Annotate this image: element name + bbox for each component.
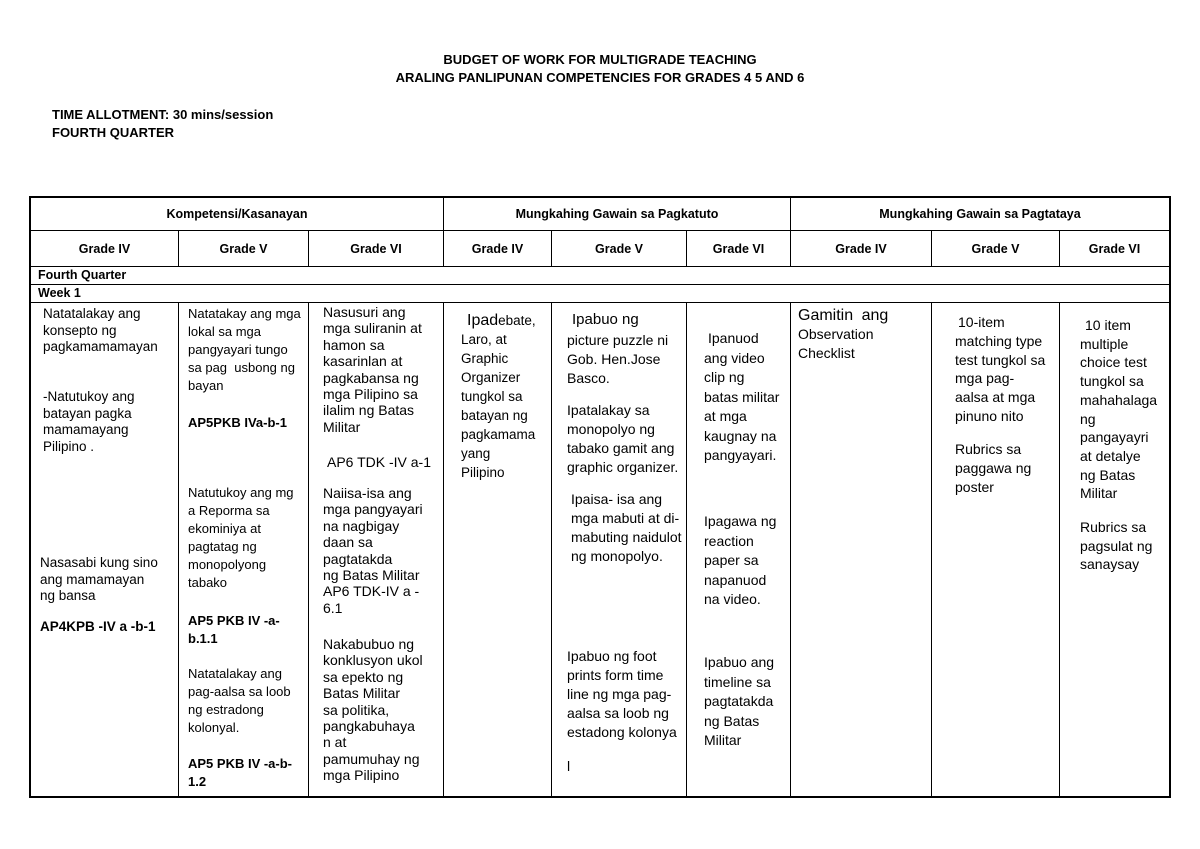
header-pagtataya: Mungkahing Gawain sa Pagtataya [790, 197, 1170, 231]
grade-header: Grade IV [790, 230, 932, 267]
grade-header: Grade IV [443, 230, 552, 267]
time-allotment: TIME ALLOTMENT: 30 mins/session [52, 107, 274, 122]
grade-header: Grade V [178, 230, 309, 267]
competency-code: AP5 PKB IV -a- b.1.1 [188, 613, 280, 646]
competency-text: Natutukoy ang mg a Reporma sa ekominiya at pagtatag ng monopolyong tabako [188, 485, 294, 590]
quarter-row: Fourth Quarter [30, 266, 1170, 285]
competency-text: Natatalakay ang konsepto ng pagkamamamayan [43, 306, 158, 354]
learning-activity-text: Ipagawa ng reaction paper sa napanuod na video. [704, 513, 777, 607]
learning-activity-text: Ipabuo ang timeline sa pagtatakda ng Batas Militar [704, 654, 775, 748]
competency-text: Natatalakay ang pag-aalsa sa loob ng estradong kolonyal. [188, 666, 291, 735]
competency-grade-6-cell [308, 302, 444, 797]
activity-lead-text: Ipad [467, 312, 499, 329]
activity-rest-text: Laro, at Graphic Organizer tungkol sa batayan ng pagkamama yang Pilipino [461, 332, 536, 480]
competency-text: Nasusuri ang mga suliranin at hamon sa kasarinlan at pagkabansa ng mga Pilipino sa ilalim ng Batas Militar [323, 304, 422, 435]
assessment-text: Rubrics sa pagsulat ng sanaysay [1080, 519, 1153, 573]
learning-activity-text: Ipatalakay sa monopolyo ng tabako gamit ang graphic organizer. [567, 402, 679, 475]
grade-header: Grade VI [308, 230, 444, 267]
grade-header: Grade VI [686, 230, 791, 267]
week-row: Week 1 [30, 284, 1170, 303]
learning-activity-text: Ipabuo ng [572, 311, 639, 328]
competency-text: Nasasabi kung sino ang mamamayan ng bansa [40, 555, 158, 603]
document-title-block [0, 51, 1200, 87]
document-subtitle: ARALING PANLIPUNAN COMPETENCIES FOR GRADES 4 5 AND 6 [395, 70, 805, 85]
grade-header: Grade IV [30, 230, 179, 267]
assessment-grade-5-cell [931, 302, 1060, 797]
competency-code: AP5PKB IVa-b-1 [188, 415, 287, 430]
assessment-text: Gamitin ang [798, 307, 889, 324]
learning-activity-text: l [567, 758, 571, 774]
competency-code: AP5 PKB IV -a-b- 1.2 [188, 756, 293, 789]
competency-text: Naiisa-isa ang mga pangyayari na nagbigay daan sa pagtatakda ng Batas Militar AP6 TDK-IV a - 6.1 [323, 485, 423, 616]
document-meta [52, 106, 273, 142]
learning-activity-text: Ipanuod ang video clip ng batas militar at mga kaugnay na pangyayari. [704, 330, 780, 463]
competency-text: -Natutukoy ang batayan pagka mamamayang Pilipino . [43, 389, 135, 454]
activity-lead-rest-text: ebate, [498, 313, 536, 328]
header-pagkatuto: Mungkahing Gawain sa Pagkatuto [443, 197, 791, 231]
grade-header: Grade V [551, 230, 687, 267]
learning-activity-text: Ipaisa- isa ang mga mabuti at di- mabuting naidulot ng monopolyo. [571, 491, 682, 564]
document-title: BUDGET OF WORK FOR MULTIGRADE TEACHING [443, 52, 757, 67]
assessment-text: Rubrics sa paggawa ng poster [955, 441, 1032, 495]
assessment-grade-4-cell [790, 302, 932, 797]
competency-grade-4-cell [30, 302, 179, 797]
header-kompetensi: Kompetensi/Kasanayan [30, 197, 444, 231]
assessment-text: Observation Checklist [798, 326, 874, 361]
competency-text: Natatakay ang mga lokal sa mga pangyayari tungo sa pag usbong ng bayan [188, 306, 301, 393]
learning-activity-text: picture puzzle ni Gob. Hen.Jose Basco. [567, 332, 669, 386]
activity-grade-5-cell [551, 302, 687, 797]
quarter-label: FOURTH QUARTER [52, 125, 175, 140]
competency-code: AP4KPB -IV a -b-1 [40, 619, 156, 634]
competency-grade-5-cell [178, 302, 309, 797]
competency-code: AP6 TDK -IV a-1 [327, 454, 432, 470]
competency-text: Nakabubuo ng konklusyon ukol sa epekto ng Batas Militar sa politika, pangkabuhaya n at pamumuhay ng mga Pilipino [323, 636, 423, 784]
activity-grade-4-cell [443, 302, 552, 797]
grade-header: Grade V [931, 230, 1060, 267]
assessment-grade-6-cell [1059, 302, 1170, 797]
activity-grade-6-cell [686, 302, 791, 797]
assessment-text: 10-item matching type test tungkol sa mga pag- aalsa at mga pinuno nito [955, 314, 1046, 424]
learning-activity-text: Ipabuo ng foot prints form time line ng mga pag- aalsa sa loob ng estadong kolonya [567, 648, 677, 740]
assessment-text: 10 item multiple choice test tungkol sa mahahalaga ng pangayayri at detalye ng Batas Militar [1080, 317, 1158, 502]
grade-header: Grade VI [1059, 230, 1170, 267]
learning-activity-text [461, 311, 536, 482]
